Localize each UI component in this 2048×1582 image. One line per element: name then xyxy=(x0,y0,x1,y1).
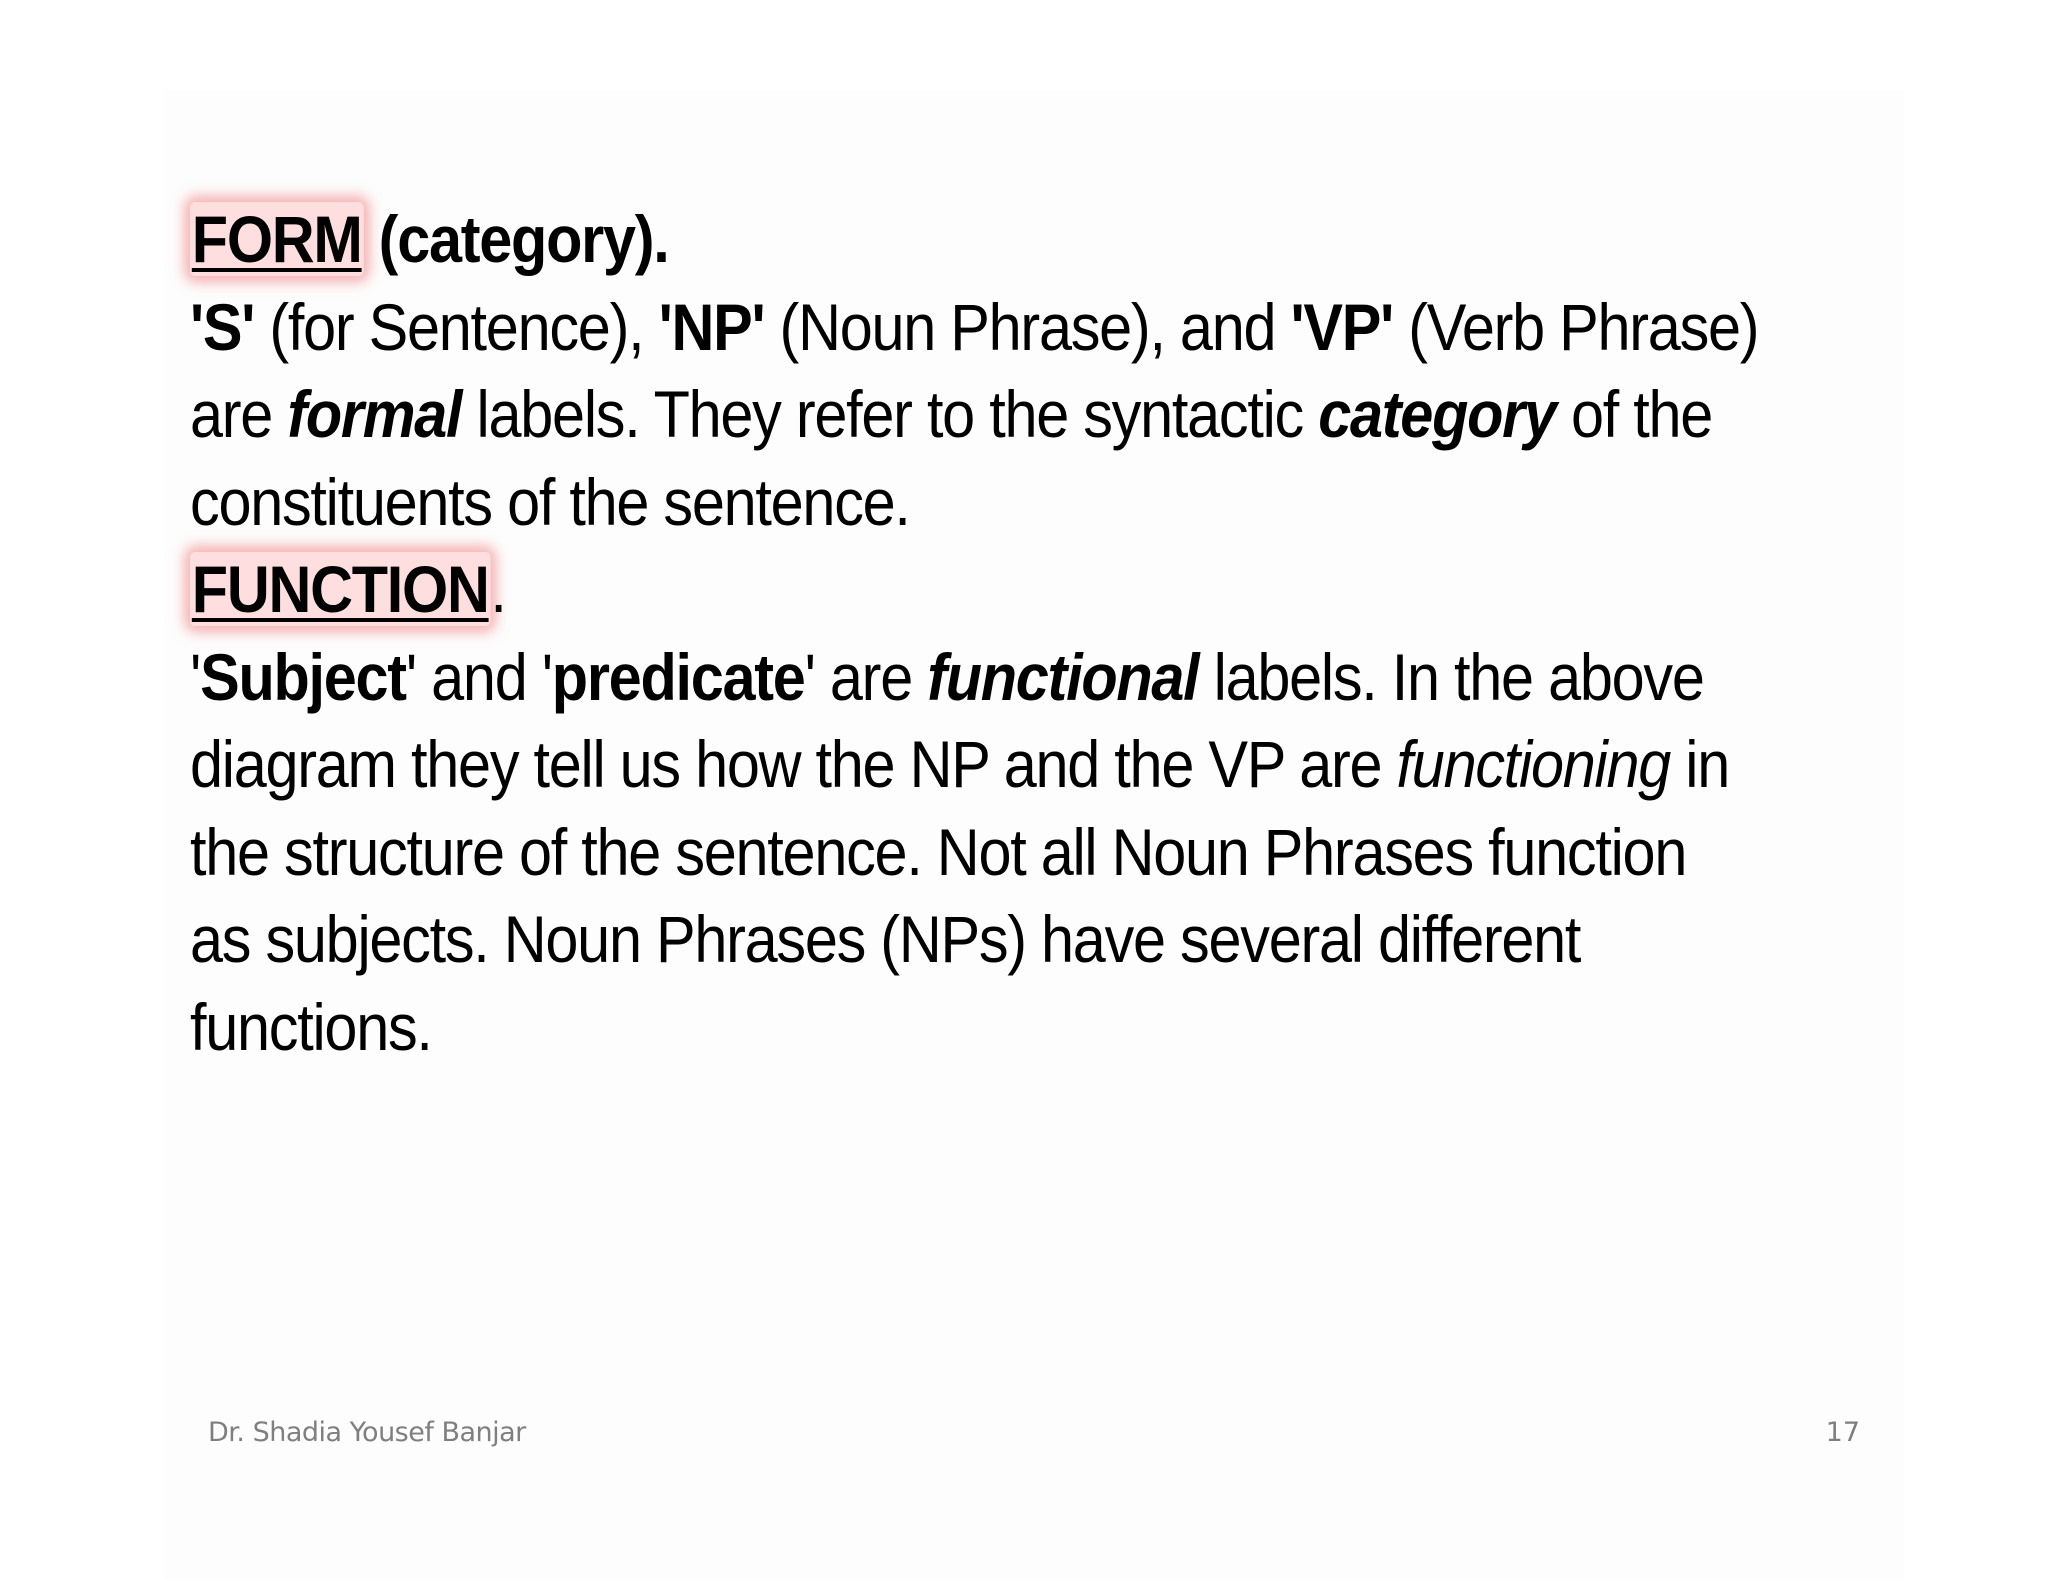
function-keyword: FUNCTION xyxy=(191,552,489,626)
functioning-term: functioning xyxy=(1396,727,1671,801)
function-line-5: functions. xyxy=(190,989,432,1064)
page-number: 17 xyxy=(1825,1417,1860,1448)
form-text-4: are xyxy=(190,377,288,451)
form-keyword: FORM xyxy=(191,202,362,276)
form-text-2: (Noun Phrase), and xyxy=(764,289,1291,364)
function-line-1 xyxy=(190,634,1747,722)
slide-content xyxy=(190,196,1759,1071)
form-text-3: (Verb Phrase) xyxy=(1392,289,1759,364)
vp-label: 'VP' xyxy=(1290,289,1393,364)
predicate-term: predicate xyxy=(551,639,805,714)
form-text-1: (for Sentence), xyxy=(254,289,659,364)
form-line-3 xyxy=(190,459,1747,547)
function-text-3: labels. In the above xyxy=(1198,639,1704,714)
footer-author: Dr. Shadia Yousef Banjar xyxy=(208,1417,526,1448)
form-line-1 xyxy=(190,284,1759,372)
form-line-2 xyxy=(190,371,1747,459)
formal-term: formal xyxy=(287,377,462,451)
subject-term: Subject xyxy=(200,639,406,714)
function-line-2 xyxy=(190,721,1747,809)
function-text-5: in xyxy=(1670,727,1729,801)
s-label: 'S' xyxy=(190,289,255,364)
function-line-4: as subjects. Noun Phrases (NPs) have several different xyxy=(190,902,1581,976)
function-quote-1: ' xyxy=(190,639,201,714)
function-text-1: ' and ' xyxy=(405,639,552,714)
category-term: category xyxy=(1318,377,1556,451)
np-label: 'NP' xyxy=(658,289,765,364)
heading-function xyxy=(190,546,1747,634)
form-text-7: constituents of the sentence. xyxy=(190,464,910,539)
functional-term: functional xyxy=(927,639,1199,714)
heading-form xyxy=(190,196,1747,284)
function-text-4: diagram they tell us how the NP and the VP are xyxy=(190,727,1397,801)
form-heading-rest: (category). xyxy=(363,202,669,276)
function-heading-rest: . xyxy=(490,552,506,626)
function-line-3: the structure of the sentence. Not all Noun Phrases function xyxy=(190,814,1687,889)
function-text-2: ' are xyxy=(804,639,928,714)
form-text-6: of the xyxy=(1555,377,1713,451)
form-text-5: labels. They refer to the syntactic xyxy=(461,377,1319,451)
